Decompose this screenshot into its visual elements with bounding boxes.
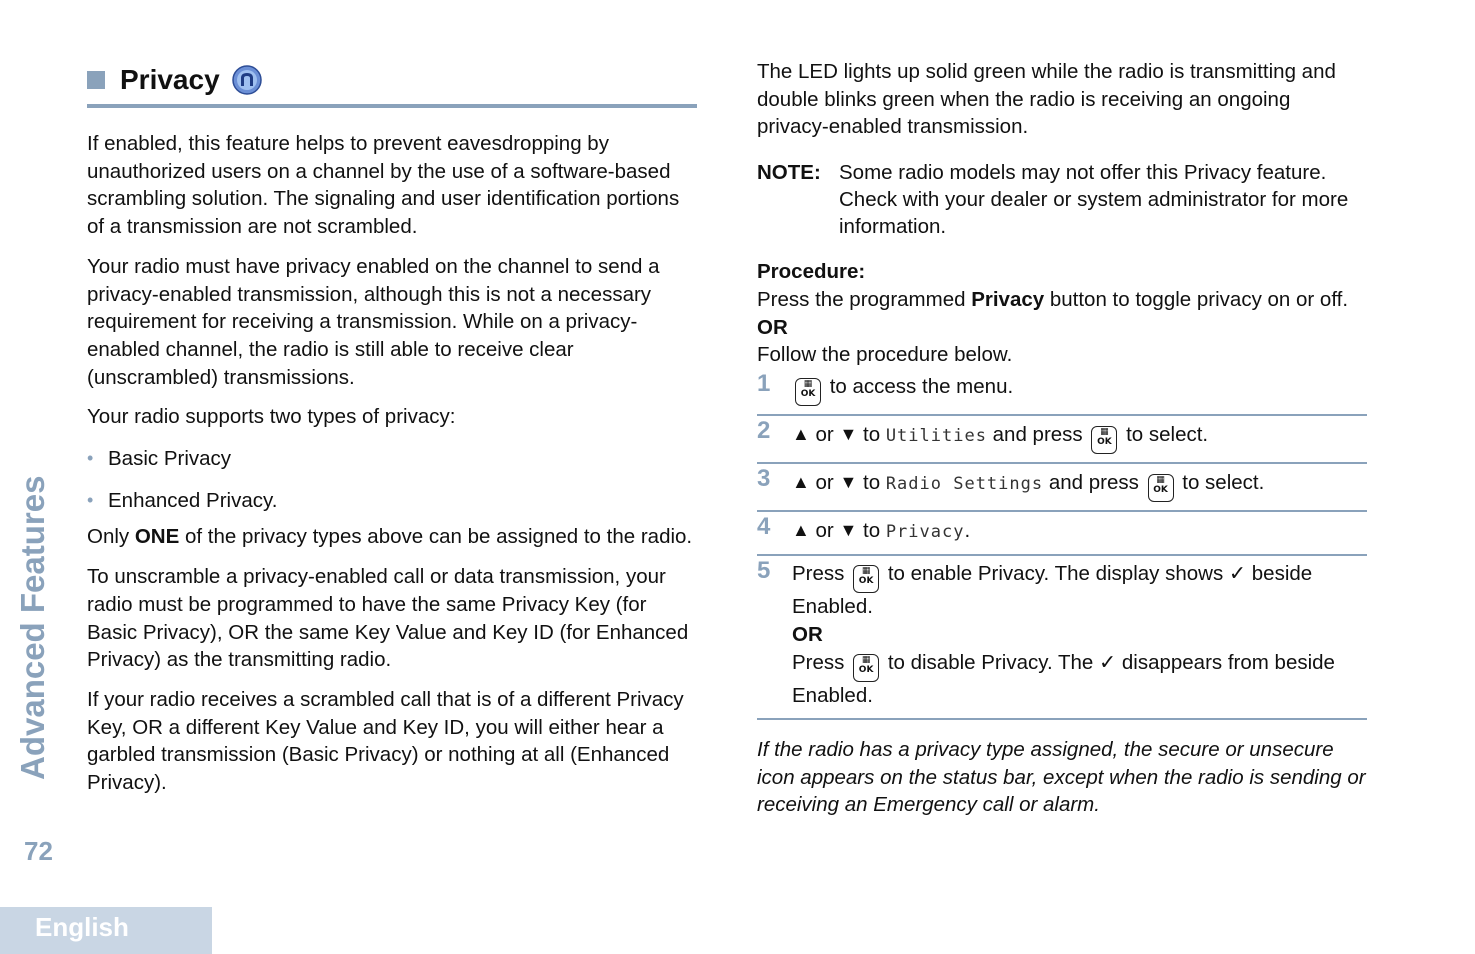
- paragraph-press-privacy: [757, 286, 1367, 314]
- note-label: NOTE:: [757, 161, 821, 185]
- step-body: [792, 416, 1366, 462]
- step-number: 1: [757, 369, 771, 397]
- language-tab: English: [0, 907, 212, 954]
- step-text: or: [815, 518, 834, 542]
- list-item-text: Basic Privacy: [108, 447, 232, 471]
- procedure-step-2: [757, 416, 1367, 464]
- procedure-step-4: [757, 512, 1367, 556]
- step-text: and press: [1048, 470, 1139, 494]
- step-number: 4: [757, 512, 771, 540]
- text-run: Only: [87, 525, 135, 549]
- procedure-steps: [757, 369, 1367, 720]
- step-text: .: [964, 518, 971, 542]
- procedure-step-1: [757, 369, 1367, 416]
- ok-button-icon: ▦ OK: [853, 654, 879, 682]
- text-run: Press the programmed: [757, 287, 972, 311]
- heading-square-icon: [87, 71, 105, 89]
- step-text: to: [863, 518, 881, 542]
- right-column: [757, 58, 1367, 819]
- step-text: to disable Privacy. The ✓ disappears from beside Enabled.: [792, 650, 1335, 707]
- menu-item-name: Utilities: [885, 425, 987, 446]
- bullet-dot-icon: •: [87, 448, 94, 469]
- step-body: [792, 556, 1366, 718]
- procedure-label: Procedure:: [757, 260, 866, 284]
- step-number: 3: [757, 464, 771, 492]
- note-block: [757, 159, 1367, 240]
- up-arrow-icon: ▲: [792, 471, 810, 492]
- step-number: 5: [757, 556, 771, 584]
- text-run: of the privacy types above can be assigned to the radio.: [179, 525, 693, 549]
- paragraph-only-one: [87, 523, 697, 551]
- step-text: to access the menu.: [829, 374, 1014, 398]
- section-side-label: Advanced Features: [14, 475, 51, 780]
- text-run-bold: Privacy: [971, 287, 1045, 311]
- list-item: [87, 487, 697, 515]
- heading-title: Privacy: [120, 64, 220, 95]
- step-body: [792, 512, 1366, 554]
- list-item-text: Enhanced Privacy.: [108, 488, 278, 512]
- paragraph-follow: Follow the procedure below.: [757, 343, 1013, 367]
- step-text: or: [815, 470, 834, 494]
- procedure-step-3: [757, 464, 1367, 512]
- ok-button-icon: ▦ OK: [1148, 474, 1174, 502]
- step-text: to: [863, 470, 881, 494]
- page-number: 72: [24, 836, 53, 866]
- paragraph-different-key: If your radio receives a scrambled call that is of a different Privacy Key, OR a different Key Value and Key ID, you will either hear a garbled transmission (Basic Privacy) or nothing at all (Enhanced Privacy).: [87, 687, 684, 795]
- step-text: to select.: [1182, 470, 1265, 494]
- paragraph-unscramble: To unscramble a privacy-enabled call or data transmission, your radio must be programmed to have the same Privacy Key (for Basic Privacy), OR the same Key Value and Key ID (for Enhanced Privacy) as the transmitting radio.: [87, 565, 689, 672]
- note-text: Some radio models may not offer this Privacy feature. Check with your dealer or system administrator for more information.: [839, 161, 1349, 239]
- step-body: [792, 369, 1366, 416]
- step-number: 2: [757, 416, 771, 444]
- ok-button-icon: ▦ OK: [795, 378, 821, 406]
- paragraph-types: Your radio supports two types of privacy:: [87, 405, 456, 429]
- up-arrow-icon: ▲: [792, 423, 810, 444]
- feature-badge-icon: [232, 65, 262, 95]
- step-text: and press: [992, 422, 1083, 446]
- menu-item-name: Radio Settings: [885, 473, 1044, 494]
- step-or-label: OR: [792, 622, 823, 646]
- step-text: Press: [792, 650, 845, 674]
- step-text: to select.: [1126, 422, 1209, 446]
- paragraph-requirement: Your radio must have privacy enabled on the channel to send a privacy-enabled transmission, although this is not a necessary requirement for receiving a transmission. While on a privacy-enabled channel, the radio is still able to receive clear (unscrambled) transmissions.: [87, 254, 660, 389]
- procedure-step-5: [757, 556, 1367, 720]
- list-item: [87, 445, 697, 473]
- paragraph-intro: If enabled, this feature helps to prevent eavesdropping by unauthorized users on a channel by the use of a software-based scrambling solution. The signaling and user identification portions of a transmission are not scrambled.: [87, 132, 680, 239]
- menu-item-name: Privacy: [885, 521, 965, 542]
- down-arrow-icon: ▼: [839, 423, 858, 444]
- section-heading: [87, 60, 697, 108]
- down-arrow-icon: ▼: [839, 519, 858, 540]
- ok-button-icon: ▦ OK: [853, 565, 879, 593]
- or-label: OR: [757, 315, 788, 339]
- text-run: button to toggle privacy on or off.: [1044, 287, 1349, 311]
- paragraph-status-icon-note: If the radio has a privacy type assigned, the secure or unsecure icon appears on the status bar, except when the radio is sending or receiving an Emergency call or alarm.: [757, 737, 1366, 817]
- step-text: or: [815, 422, 834, 446]
- text-run-bold: ONE: [134, 525, 180, 549]
- bullet-dot-icon: •: [87, 489, 94, 510]
- up-arrow-icon: ▲: [792, 519, 810, 540]
- step-text: Press: [792, 561, 845, 585]
- paragraph-led: The LED lights up solid green while the radio is transmitting and double blinks green when the radio is receiving an ongoing privacy-enabled transmission.: [757, 60, 1336, 139]
- step-text: to: [863, 422, 881, 446]
- ok-button-icon: ▦ OK: [1091, 426, 1117, 454]
- step-text: to enable Privacy. The display shows ✓ beside Enabled.: [792, 561, 1313, 618]
- left-column: [87, 60, 697, 797]
- step-body: [792, 464, 1366, 510]
- down-arrow-icon: ▼: [839, 471, 858, 492]
